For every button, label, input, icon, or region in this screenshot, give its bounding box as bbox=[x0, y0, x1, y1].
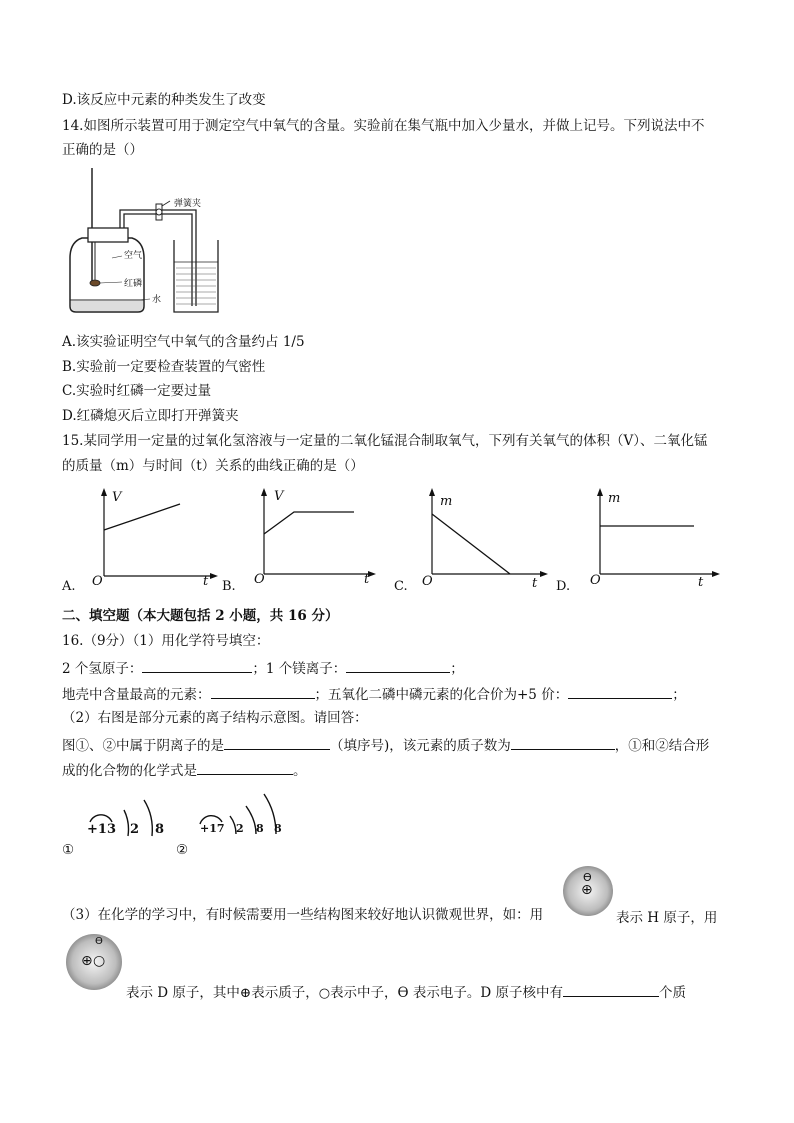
q15-graph-c bbox=[394, 488, 554, 598]
graph-c-xlabel: t bbox=[532, 576, 538, 591]
q15-stem-line1: 15.某同学用一定量的过氧化氢溶液与一定量的二氧化锰混合制取氧气，下列有关氧气的体积（V）、二氧化锰 bbox=[62, 433, 708, 449]
label-clamp: 弹簧夹 bbox=[174, 199, 202, 209]
answer-blank-formula[interactable] bbox=[197, 760, 293, 775]
graph-c-origin: O bbox=[422, 574, 433, 589]
ion1-shell-1: 2 bbox=[130, 822, 140, 837]
graph-b-xlabel: t bbox=[364, 572, 370, 587]
graph-c-option: C. bbox=[394, 579, 408, 594]
graph-c-ylabel: m bbox=[440, 494, 453, 509]
graph-d-origin: O bbox=[590, 573, 601, 588]
part3-label-b: 表示 H 原子，用 bbox=[616, 910, 718, 926]
answer-blank-magnesium-ion[interactable] bbox=[346, 658, 450, 673]
ion-diagram-2 bbox=[176, 788, 306, 862]
answer-blank-proton-number[interactable] bbox=[511, 735, 615, 750]
part3-label-d: 表示中子，ϴ 表示电子。D 原子核中有 bbox=[330, 985, 564, 1001]
q14-stem-line2: 正确的是（） bbox=[62, 142, 143, 158]
ion2-shell-3: 8 bbox=[274, 822, 282, 835]
answer-blank-hydrogen-atoms[interactable] bbox=[142, 658, 252, 673]
electron-icon: ϴ bbox=[95, 936, 103, 947]
q14-stem-line1: 14.如图所示装置可用于测定空气中氧气的含量。实验前在集气瓶中加入少量水，并做上记号。下列说法中不 bbox=[62, 118, 705, 134]
q2-end: 。 bbox=[293, 763, 307, 779]
ion2-nucleus: +17 bbox=[200, 822, 225, 835]
label-phosphorus: 红磷 bbox=[124, 279, 143, 289]
ion1-marker: ① bbox=[62, 842, 75, 858]
q15-graph-b bbox=[222, 488, 382, 598]
graph-d-ylabel: m bbox=[608, 491, 621, 506]
q2-label-d: 成的化合物的化学式是 bbox=[62, 763, 197, 779]
q16-q2-row1 bbox=[62, 735, 709, 755]
electron-icon: ϴ bbox=[583, 871, 592, 884]
ion1-shell-2: 8 bbox=[155, 822, 165, 837]
q15-graph-a bbox=[62, 488, 222, 598]
fill2-label-b: ；五氧化二磷中磷元素的化合价为+5 价： bbox=[314, 687, 569, 703]
ion2-marker: ② bbox=[176, 842, 189, 858]
graph-b-option: B. bbox=[222, 579, 236, 594]
q2-label-a: 图①、②中属于阴离子的是 bbox=[62, 738, 224, 754]
graph-b-ylabel: V bbox=[274, 489, 284, 504]
q14-apparatus-diagram bbox=[62, 168, 222, 318]
graph-b-origin: O bbox=[254, 572, 265, 587]
q2-label-c: ，①和②结合形 bbox=[614, 738, 710, 754]
fill2-end: ； bbox=[672, 687, 686, 703]
q15-graph-d bbox=[556, 488, 726, 598]
ion1-nucleus: +13 bbox=[87, 822, 116, 837]
answer-blank-phosphorus-valence[interactable] bbox=[568, 684, 672, 699]
answer-blank-anion[interactable] bbox=[224, 735, 330, 750]
q15-stem-line2: 的质量（m）与时间（t）关系的曲线正确的是（） bbox=[62, 458, 364, 474]
graph-a-xlabel: t bbox=[203, 574, 209, 589]
graph-b-svg bbox=[222, 488, 382, 598]
q14-option-c: C.实验时红磷一定要过量 bbox=[62, 383, 212, 399]
q14-option-b: B.实验前一定要检查装置的气密性 bbox=[62, 359, 266, 375]
q13-option-d: D.该反应中元素的种类发生了改变 bbox=[62, 92, 266, 108]
graph-a-svg bbox=[62, 488, 222, 598]
q16-line1: 16.（9分）（1）用化学符号填空： bbox=[62, 633, 270, 649]
graph-a-origin: O bbox=[92, 574, 103, 589]
graph-a-option: A. bbox=[62, 579, 76, 594]
graph-a-ylabel: V bbox=[112, 490, 122, 505]
fill1-label-b: ；1 个镁离子： bbox=[252, 661, 347, 677]
part3-label-e: 个质 bbox=[659, 985, 687, 1001]
q16-part3-row1 bbox=[62, 906, 543, 924]
graph-c-svg bbox=[394, 488, 554, 598]
q16-fill-row2 bbox=[62, 684, 686, 704]
q14-option-d: D.红磷熄灭后立即打开弹簧夹 bbox=[62, 408, 239, 424]
q14-option-a: A.该实验证明空气中氧气的含量约占 1/5 bbox=[62, 334, 305, 350]
graph-d-option: D. bbox=[556, 579, 571, 594]
hydrogen-atom-model bbox=[563, 866, 613, 916]
fill1-end: ； bbox=[450, 661, 464, 677]
ion2-shell-1: 2 bbox=[236, 822, 244, 835]
ion2-shell-2: 8 bbox=[256, 822, 264, 835]
q16-fill-row1 bbox=[62, 658, 464, 678]
proton-icon: ⊕ bbox=[581, 882, 593, 898]
deuterium-atom-model bbox=[66, 934, 122, 990]
label-air: 空气 bbox=[124, 251, 143, 261]
part3-label-a: （3）在化学的学习中，有时候需要用一些结构图来较好地认识微观世界，如：用 bbox=[62, 907, 544, 923]
section2-title: 二、填空题（本大题包括 2 小题，共 16 分） bbox=[62, 608, 339, 624]
apparatus-svg bbox=[62, 168, 222, 318]
neutron-icon: ○ bbox=[93, 953, 106, 969]
answer-blank-crust-element[interactable] bbox=[211, 684, 315, 699]
q16-part3-row2 bbox=[126, 982, 686, 1003]
q16-part2: （2）右图是部分元素的离子结构示意图。请回答： bbox=[62, 710, 368, 726]
q2-label-b: （填序号)，该元素的质子数为 bbox=[330, 738, 511, 754]
answer-blank-nucleus-protons[interactable] bbox=[563, 982, 659, 997]
proton-icon: ⊕ bbox=[81, 953, 93, 969]
graph-d-xlabel: t bbox=[698, 575, 704, 590]
q16-q2-row2 bbox=[62, 760, 307, 780]
fill2-label-a: 地壳中含量最高的元素： bbox=[62, 687, 211, 703]
part3-label-c: 表示 D 原子，其中⊕表示质子， bbox=[126, 985, 319, 1001]
neutron-icon: ○ bbox=[318, 986, 331, 1001]
ion-diagram-1 bbox=[62, 792, 182, 862]
label-water: 水 bbox=[152, 295, 162, 305]
fill1-label-a: 2 个氢原子： bbox=[62, 661, 143, 677]
